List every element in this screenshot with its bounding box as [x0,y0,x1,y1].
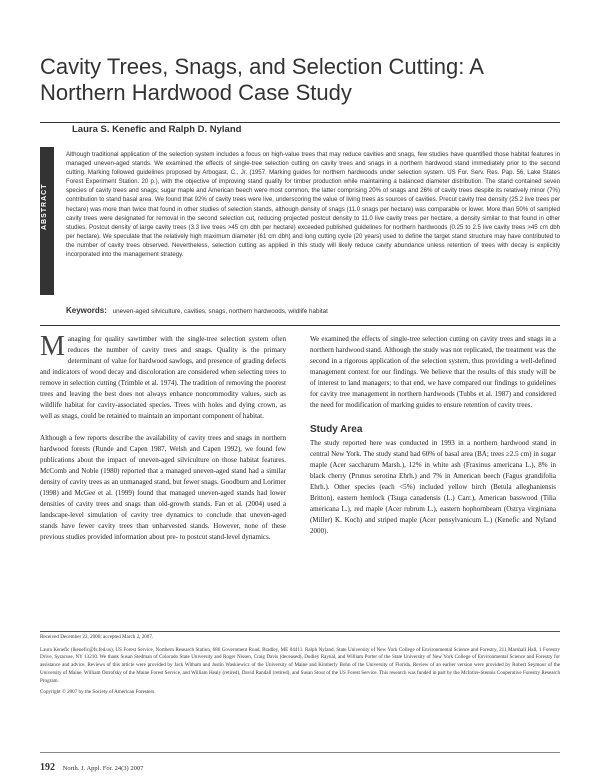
abstract-label [41,218,48,230]
divider-notes [40,631,560,632]
journal-citation: North. J. Appl. For. 24(3) 2007 [62,765,144,772]
keywords-list: uneven-aged silviculture, cavities, snags, northern hardwoods, wildlife habitat [112,308,328,315]
article-title: Cavity Trees, Snags, and Selection Cutting: A Northern Hardwood Case Study [40,54,483,105]
author-line: Laura S. Kenefic and Ralph D. Nyland [72,124,242,135]
body-column-left [40,331,287,543]
body-paragraph: Although a few reports describe the availability of cavity trees and snags in northern hardwood forests (Runde and Capen 1987, Welsh and Capen 1992), we found few publications about the impact of uneven-aged silviculture on those habitat features. McComb and Noble (1980) reported that a managed uneven-aged stand had a similar density of cavity trees as an unmanaged stand, but fewer snags. Goodburn and Lorimer (1998) and McGee et al. (1999) found that managed uneven-aged stands had lower densities of cavity trees and snags than old-growth stands. Fan et al. (2004) used a landscape-level simulation of cavity tree dynamics to conclude that uneven-aged stands have fewer cavity trees than unharvested stands. However, none of these previous studies provided information about pre- to postcut stand-level dynamics. [40,434,286,541]
abstract-text: Although traditional application of the selection system includes a focus on high-value trees that may reduce cavities and snags, few studies have quantified those habitat features in managed uneven-aged stands. We examined the effects of single-tree selection cutting on cavity trees and snags in a northern hardwood stand immediately prior to the second cutting. Marking followed guidelines proposed by Arbogast, C., Jr. (1957. Marking guides for northern hardwoods under selection system. US For. Serv. Res. Pap. 56, Lake States Forest Experiment Station. 20 p.), with the objective of improving stand quality for timber production while maintaining a balanced diameter distribution. The stand contained seven species of cavity trees and snags; sugar maple and American beech were most common, the latter comprising 20% of snags and 26% of cavity trees despite its relatively minor (7%) contribution to stand basal area. We found that 92% of cavity trees were live, underscoring the value of living trees as sources of cavities. Precut cavity tree density (25.2 live trees per hectare) was more than twice that found in other studies of selection stands, although density of snags (11.0 snags per hectare) was comparable or lower. More than 50% of sampled cavity trees were designated for removal in the second selection cut, reducing projected postcut density to 11.0 live cavity trees per hectare, a density similar to that found in other studies. Postcut density of large cavity trees (3.3 live trees >45 cm dbh per hectare) exceeded published guidelines for northern hardwoods (0.25 to 2.5 live cavity trees >45 cm dbh per hectare). We speculate that the relatively high maximum diameter (61 cm dbh) and long cutting cycle (20 years) used to define the target stand structure may have contributed to the number of cavity trees observed. Nevertheless, selection cutting as applied in this study will likely reduce cavity abundance unless retention of trees with decay is explicitly incorporated into the management strategy. [66,151,560,259]
page-footer [40,762,143,773]
copyright-notice: Copyright © 2007 by the Society of American Foresters. [40,689,156,696]
section-heading-study-area: Study Area [310,424,363,435]
body-paragraph: The study reported here was conducted in 1993 in a northern hardwood stand in central New York. The study stand had 60% of basal area (BA; trees ≥2.5 cm) in sugar maple (Acer saccharum Marsh.), 12% in white ash (Fraxinus americana L.), 8% in black cherry (Prunus serotina Ehrh.) and 7% in American beech (Fagus grandifolia Ehrh.). Other species (each <5%) included yellow birch (Betula alleghaniensis Britton), eastern hemlock (Tsuga canadensis (L.) Carr.), American basswood (Tilia americana L.), red maple (Acer rubrum L.), eastern hophornbeam (Ostrya virginiana (Miller) K. Koch) and striped maple (Acer pensylvanicum L.) (Kenefic and Nyland 2000). [310,439,556,535]
keywords-line [66,306,560,315]
body-paragraph: Managing for quality sawtimber with the single-tree selection system often reduces the number of cavity trees and snags. Quality is the primary determinant of value for hardwood sawlogs, and presence of grading defects and indicators of wood decay and discoloration are considered when selecting trees to remove in selection cutting (Trimble et al. 1974). The tradition of removing the poorest trees and leaving the best does not always enhance noncommodity values, such as wildlife habitat for cavity-associated species. Trees with holes and dying crown, as well as snags, could be retained to maintain an important component of habitat. [40,331,287,420]
received-date: Received December 22, 2006; accepted March 2, 2007. [40,634,154,640]
body-column-right [310,334,556,537]
keywords-label: Keywords: [66,306,107,315]
divider-footer [40,752,560,753]
divider-top [40,122,560,123]
author-affiliation: Laura Kenefic (lkenefic@fs.fed.us), US Forest Service, Northern Research Station, 686 Government Road, Bradley, ME 04411. Ralph Nyland, State University of New York College of Environmental Science and Forestry, 211 Marshall Hall, 1 Forestry Drive, Syracuse, NY 13210. We thank Susan Stedman of Colorado State University and Roger Nissen, Craig Davis (deceased), Dudley Raynal, and William Porter of the State University of New York College of Environmental Science and Forestry for assistance and advice. Reviews of this article were provided by Jack Witham and Justin Waskiewicz of the University of Maine and Kimberly Bohn of the University of Florida. Review of an earlier version were provided by Robert Seymour of the University of Maine, William Ostrofsky of the Maine Forest Service, and William Healy (retired), David Randall (retired), and Susan Stout of the US Forest Service. This research was funded in part by the McIntire-Stennis Cooperative Forestry Research Program. [40,646,560,684]
body-paragraph: We examined the effects of single-tree selection cutting on cavity trees and snags in a northern hardwood stand. Although the study was not replicated, the treatment was the second in a rigorous application of the selection system, thus providing a well-defined management context for our findings. We believe that the results of this study will be of interest to land managers; to that end, we have compared our findings to guidelines for cavity tree management in northern hardwoods (Tubbs et al. 1987) and considered the need for modification of marking guides to ensure retention of cavity trees. [310,335,556,409]
page-number: 192 [40,762,55,773]
article-notes [40,634,560,697]
divider-mid [40,325,560,326]
